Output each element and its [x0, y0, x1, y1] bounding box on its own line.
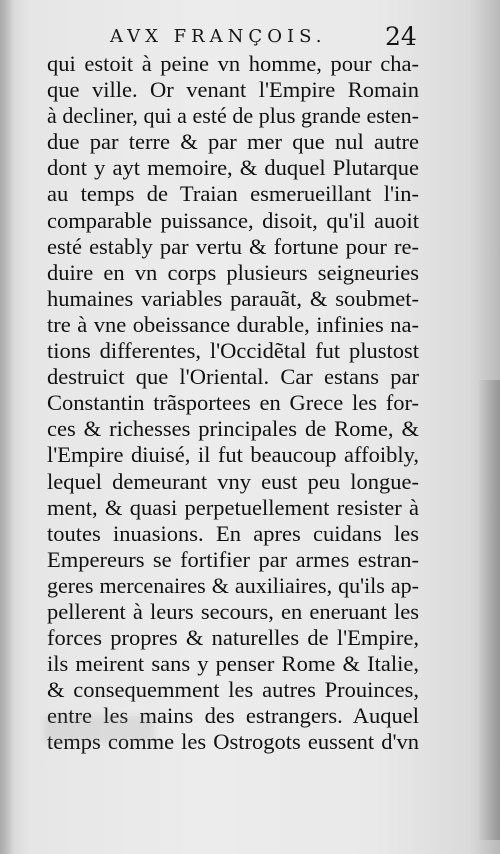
text-line: ils meirent sans y penser Rome & Italie,: [47, 651, 419, 677]
text-line: due par terre & par mer que nul autre: [47, 129, 419, 155]
page-header: [0, 22, 500, 52]
text-line: forces propres & naturelles de l'Empire,: [47, 625, 419, 651]
text-line: pellerent à leurs secours, en eneruant les: [47, 598, 419, 624]
text-line: entre les mains des estrangers. Auquel: [47, 703, 419, 729]
text-line: temps comme les Ostrogots eussent d'vn: [47, 729, 419, 755]
text-line: à decliner, qui a esté de plus grande esten-: [47, 103, 419, 129]
running-title: AVX FRANÇOIS.: [110, 26, 327, 47]
text-line: tre à vne obeissance durable, infinies na-: [47, 311, 419, 337]
text-line: l'Empire diuisé, il fut beaucoup affoibly,: [47, 442, 419, 468]
text-line: esté estably par vertu & fortune pour re-: [47, 233, 419, 259]
text-line: que ville. Or venant l'Empire Romain: [47, 77, 419, 103]
text-line: lequel demeurant vny eust peu longue-: [47, 468, 419, 494]
page-number: 24: [385, 22, 417, 51]
text-line: au temps de Traian esmerueillant l'in-: [47, 181, 419, 207]
text-line: comparable puissance, disoit, qu'il auoit: [47, 207, 419, 233]
text-line: tions differentes, l'Occidẽtal fut plustost: [47, 338, 419, 364]
text-line: Empereurs se fortifier par armes estran-: [47, 546, 419, 572]
text-line: qui estoit à peine vn homme, pour cha-: [47, 51, 419, 76]
text-line: ment, & quasi perpetuellement resister à: [47, 494, 419, 520]
text-line: ces & richesses principales de Rome, &: [47, 416, 419, 442]
show-through-smudge: [44, 716, 154, 742]
text-line: Constantin trãsportees en Grece les for-: [47, 390, 419, 416]
body-text: [47, 51, 419, 756]
text-line: destruict que l'Oriental. Car estans par: [47, 364, 419, 390]
text-line: & consequemment les autres Prouinces,: [47, 677, 419, 703]
text-line: dont y ayt memoire, & duquel Plutarque: [47, 155, 419, 181]
text-line: humaines variables parauãt, & soubmet-: [47, 285, 419, 311]
text-line: geres mercenaires & auxiliaires, qu'ils ap-: [47, 572, 419, 598]
text-line: duire en vn corps plusieurs seigneuries: [47, 259, 419, 285]
text-line: toutes inuasions. En apres cuidans les: [47, 520, 419, 546]
page-fold-shadow: [478, 380, 500, 840]
gutter-shadow: [0, 0, 14, 854]
